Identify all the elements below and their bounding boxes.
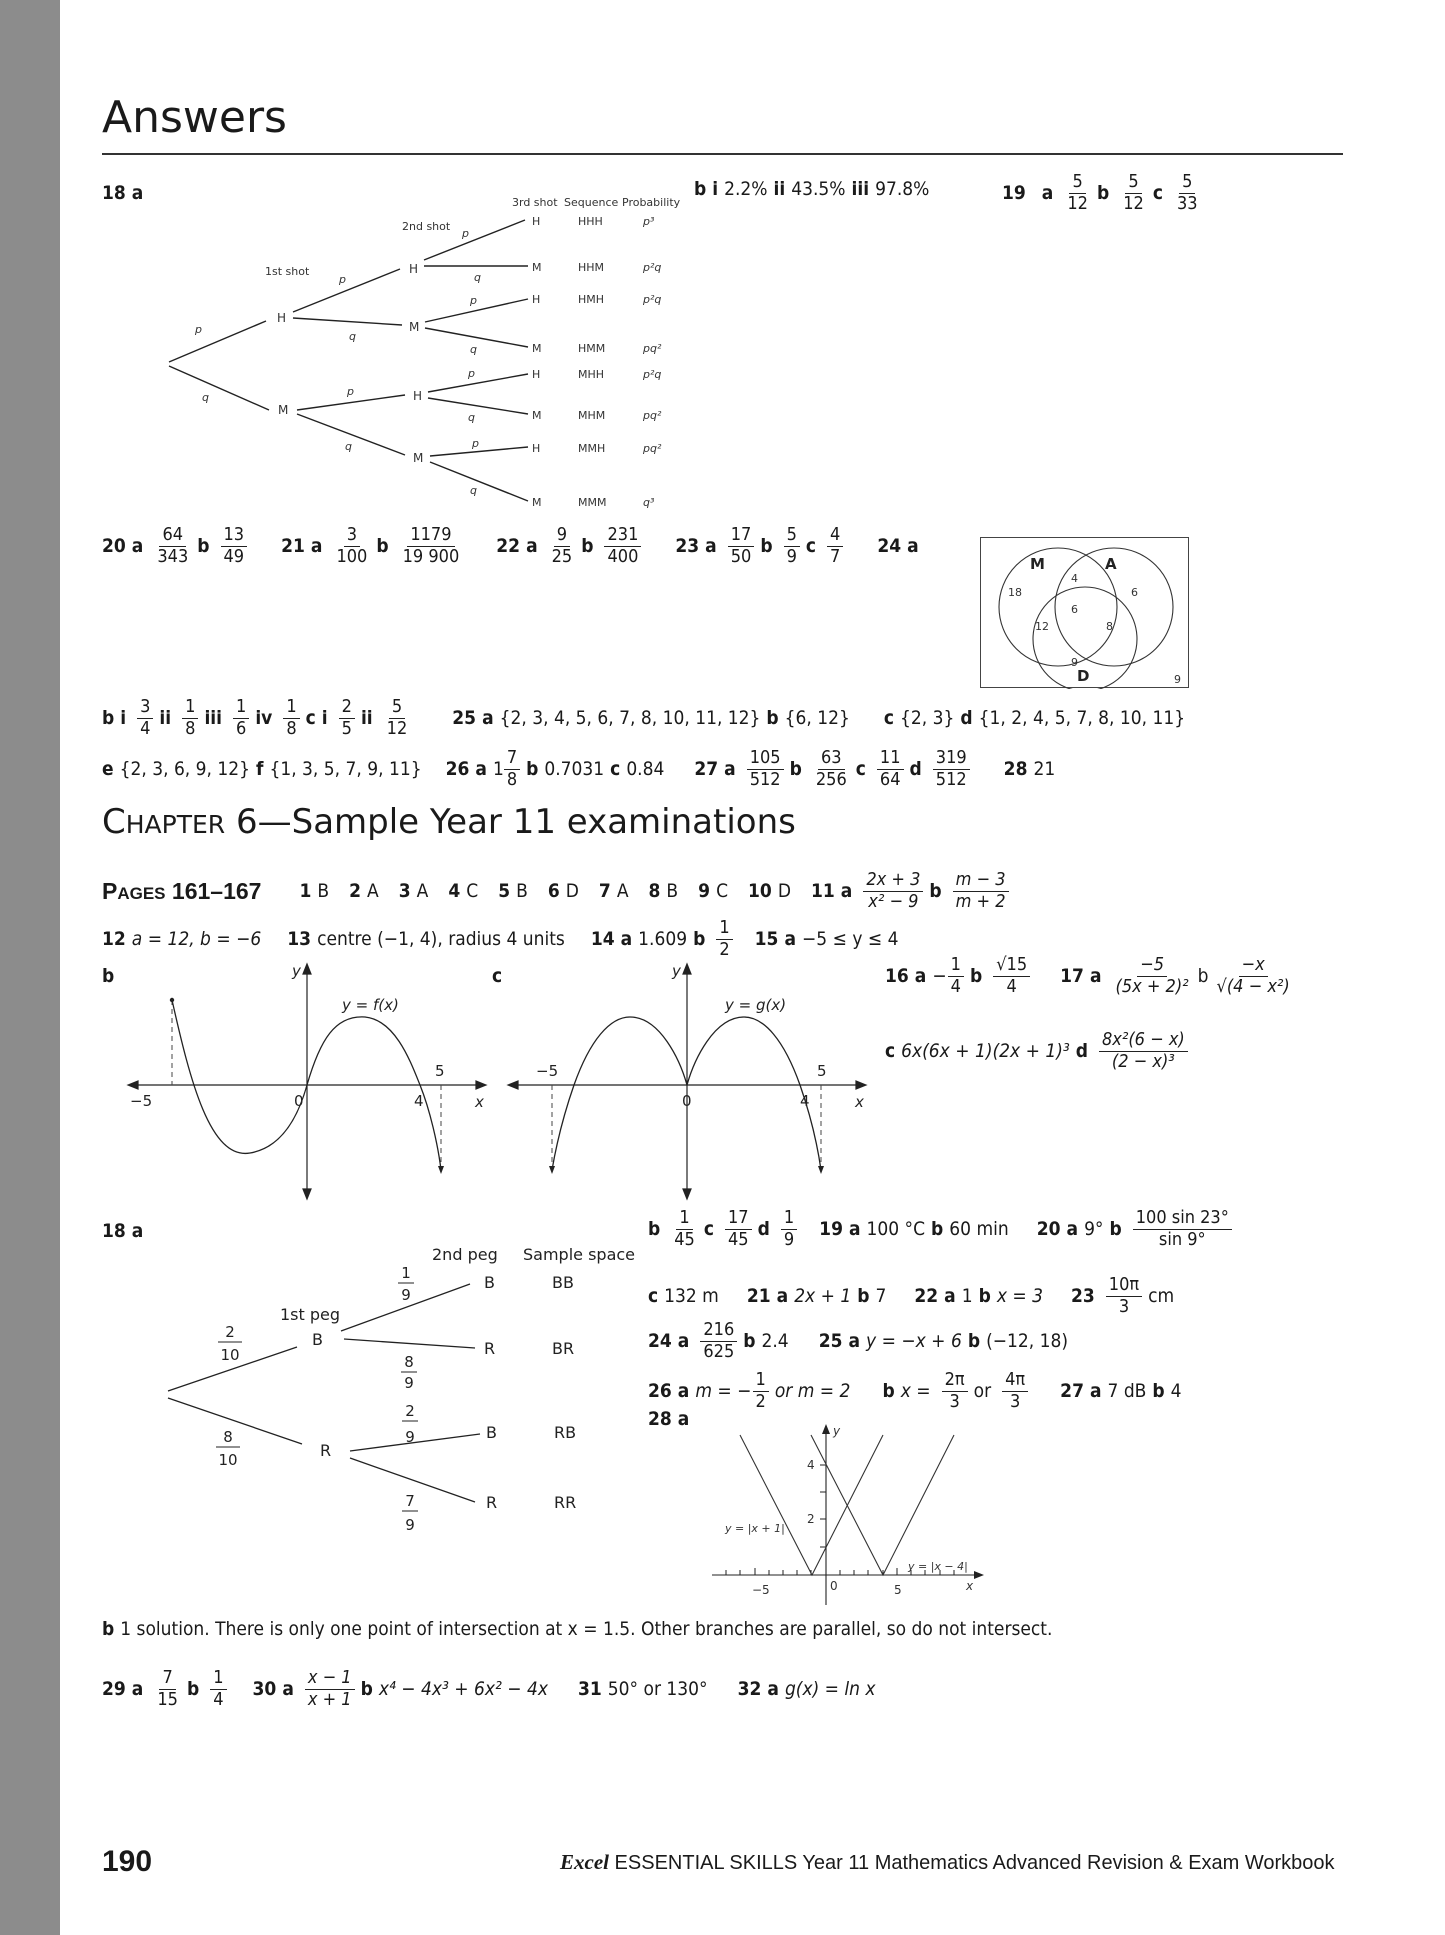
svg-text:pq²: pq² <box>643 409 662 422</box>
svg-text:BR: BR <box>552 1339 575 1358</box>
svg-text:H: H <box>413 389 423 403</box>
svg-text:9: 9 <box>1174 673 1181 686</box>
q25e-q28-answers: e {2, 3, 6, 9, 12} f {1, 3, 5, 7, 9, 11} 26 a 1 $\frac{7}{8}$ b 0.7031 c 0.84 27 a $\frac{105}{512}$ b $\frac{63}{256}$ c $\frac{11}{64}$ d $\frac{319}{512}$ 28 21 <box>102 747 1056 790</box>
svg-text:pq²: pq² <box>643 442 662 455</box>
svg-text:−5: −5 <box>752 1583 770 1597</box>
svg-text:p²q: p²q <box>643 293 662 306</box>
svg-text:H: H <box>532 293 541 306</box>
svg-text:5: 5 <box>435 1062 445 1080</box>
svg-text:H: H <box>409 262 419 276</box>
svg-text:1st peg: 1st peg <box>280 1305 341 1324</box>
graph-f-of-x <box>120 960 503 1205</box>
svg-text:M: M <box>532 496 542 509</box>
page-margin-bar <box>0 0 60 1935</box>
svg-text:0: 0 <box>682 1092 692 1110</box>
svg-text:M: M <box>409 320 420 334</box>
q20-q24-answers: 20 a $\frac{64}{343}$ b $\frac{13}{49}$ 21 a $\frac{3}{100}$ b $\frac{1179}{19 900}$ 22 a $\frac{9}{25}$ b $\frac{231}{400}$ 23 a $\frac{17}{50}$ b $\frac{5}{9}$ c $\frac{4}{7}$ 24 a <box>102 524 919 567</box>
svg-text:q: q <box>202 391 209 404</box>
header-1st-shot: 1st shot <box>265 265 310 278</box>
svg-text:0: 0 <box>830 1579 838 1593</box>
svg-text:9: 9 <box>405 1428 415 1446</box>
svg-text:p³: p³ <box>643 215 655 228</box>
svg-text:x: x <box>966 1579 974 1593</box>
svg-text:4: 4 <box>1071 572 1078 585</box>
svg-text:M: M <box>1030 555 1045 573</box>
e18-tree-diagram <box>90 1220 650 1540</box>
svg-text:9: 9 <box>1071 656 1078 669</box>
svg-text:B: B <box>486 1423 497 1442</box>
svg-text:p: p <box>339 273 346 286</box>
q19-answers: 19 a $\frac{5}{12}$ b $\frac{5}{12}$ c $\frac{5}{33}$ <box>1002 171 1198 214</box>
svg-text:H: H <box>532 442 541 455</box>
svg-text:R: R <box>320 1441 332 1460</box>
svg-text:HMM: HMM <box>578 342 606 355</box>
svg-text:8: 8 <box>223 1428 233 1446</box>
svg-text:q: q <box>345 440 352 453</box>
svg-text:RR: RR <box>554 1493 577 1512</box>
svg-text:2: 2 <box>405 1402 415 1420</box>
header-probability: Probability <box>622 196 681 209</box>
svg-text:p: p <box>462 227 469 240</box>
svg-text:6: 6 <box>1071 603 1078 616</box>
svg-text:M: M <box>413 451 424 465</box>
svg-text:MHH: MHH <box>578 368 605 381</box>
svg-text:p²q: p²q <box>643 261 662 274</box>
e28-number: 28 a <box>648 1408 690 1430</box>
svg-text:p: p <box>347 385 354 398</box>
svg-text:y = |x − 4|: y = |x − 4| <box>908 1560 968 1573</box>
svg-text:MHM: MHM <box>578 409 606 422</box>
svg-text:B: B <box>484 1273 495 1292</box>
svg-text:6: 6 <box>1131 586 1138 599</box>
svg-text:p: p <box>472 437 479 450</box>
svg-text:4: 4 <box>800 1092 810 1110</box>
svg-text:A: A <box>1105 555 1117 573</box>
graph-b-label: b <box>102 965 115 987</box>
pages-heading: PAGES 161–167 <box>102 877 262 904</box>
header-sequence: Sequence <box>564 196 619 209</box>
e16-e17-answers: 16 a − $\frac{1}{4}$ b $\frac{√15}{4}$ 17 a $\frac{-5}{\text{(5x + 2)²}}$ b $\frac{-x}{\text{√(4 − x²)}}$ <box>885 954 1290 997</box>
svg-text:2: 2 <box>225 1323 235 1341</box>
svg-text:H: H <box>532 368 541 381</box>
header-3rd-shot: 3rd shot <box>512 196 558 209</box>
mc-answers: PAGES 161–167 1 B 2 A 3 A 4 C 5 B 6 D 7 A 8 B 9 C 10 D 11 a $\frac{2x + 3}{\text{x² − 9}}$ b $\frac{m - 3}{m + 2}$ <box>102 870 1015 912</box>
page-number: 190 <box>102 1845 153 1878</box>
svg-text:5: 5 <box>817 1062 827 1080</box>
svg-text:pq²: pq² <box>643 342 662 355</box>
e26-e27-answers: 26 a m = − $\frac{1}{2}$ or m = 2 b x = $\frac{2\pi}{3}$ or $\frac{4\pi}{3}$ 27 a 7 dB b 4 <box>648 1369 1182 1412</box>
q24b-q25-answers: b i $\frac{3}{4}$ ii $\frac{1}{8}$ iii $\frac{1}{6}$ iv $\frac{1}{8}$ c i $\frac{2}{5}$ ii $\frac{5}{12}$ 25 a {2, 3, 4, 5, 6, 7, 8, 10, 11, 12} b {6, 12} c {2, 3} d {1, 2, 4, 5, 7, 8, 10, 11} <box>102 696 1186 739</box>
svg-text:q: q <box>470 343 477 356</box>
svg-text:1: 1 <box>401 1264 411 1282</box>
graph-c-label: c <box>492 965 503 987</box>
e24-e25-answers: 24 a $\frac{216}{625}$ b 2.4 25 a y = −x + 6 b (−12, 18) <box>648 1319 1069 1362</box>
footer-book-title: Excel ESSENTIAL SKILLS Year 11 Mathematics Advanced Revision & Exam Workbook <box>560 1850 1335 1874</box>
svg-text:y = |x + 1|: y = |x + 1| <box>725 1522 785 1535</box>
svg-text:q: q <box>470 484 477 497</box>
svg-text:Sample space: Sample space <box>523 1245 636 1264</box>
svg-text:y = g(x): y = g(x) <box>725 996 787 1014</box>
svg-text:7: 7 <box>405 1492 415 1510</box>
q24-venn-diagram <box>980 537 1190 689</box>
svg-text:B: B <box>312 1330 323 1349</box>
svg-text:x: x <box>855 1093 864 1111</box>
svg-text:H: H <box>532 215 541 228</box>
e12-e15-answers: 12 a = 12, b = −6 13 centre (−1, 4), radius 4 units 14 a 1.609 b $\frac{1}{2}$ 15 a −5 ≤ y ≤ 4 <box>102 917 899 960</box>
svg-text:HMH: HMH <box>578 293 605 306</box>
svg-text:y: y <box>672 962 681 980</box>
svg-text:q: q <box>468 411 475 424</box>
svg-text:q: q <box>474 271 481 284</box>
header-2nd-shot: 2nd shot <box>402 220 451 233</box>
svg-text:4: 4 <box>807 1458 815 1472</box>
svg-text:p: p <box>470 294 477 307</box>
svg-text:y: y <box>833 1424 841 1438</box>
svg-text:R: R <box>486 1493 498 1512</box>
svg-text:18: 18 <box>1008 586 1022 599</box>
svg-text:8: 8 <box>404 1353 414 1371</box>
svg-text:M: M <box>532 342 542 355</box>
svg-text:p²q: p²q <box>643 368 662 381</box>
svg-text:q³: q³ <box>643 496 655 509</box>
svg-text:MMM: MMM <box>578 496 607 509</box>
svg-text:−5: −5 <box>536 1062 559 1080</box>
q18-number: 18 a <box>102 182 144 204</box>
svg-text:M: M <box>532 261 542 274</box>
svg-text:0: 0 <box>294 1092 304 1110</box>
q18b-q19-answers: b i 2.2% ii 43.5% iii 97.8% <box>694 178 930 200</box>
e28b-answer: b 1 solution. There is only one point of intersection at x = 1.5. Other branches are parallel, so do not intersect. <box>102 1618 1053 1640</box>
svg-text:10: 10 <box>220 1346 240 1364</box>
e20c-e23-answers: c 132 m 21 a 2x + 1 b 7 22 a 1 b x = 3 23 $\frac{10\pi}{3}$ cm <box>648 1274 1175 1317</box>
svg-text:D: D <box>1077 667 1090 685</box>
svg-text:y: y <box>292 962 301 980</box>
svg-text:p: p <box>195 323 202 336</box>
chapter-heading: CHAPTER 6—Sample Year 11 examinations <box>102 802 796 842</box>
e17cd-answers: c 6x(6x + 1)(2x + 1)³ d $\frac{\text{8x²(6 − x)}}{\text{(2 − x)³}}$ <box>885 1030 1194 1072</box>
svg-text:9: 9 <box>401 1286 411 1304</box>
svg-text:MMH: MMH <box>578 442 606 455</box>
svg-text:2nd peg: 2nd peg <box>432 1245 498 1264</box>
graph-g-of-x <box>500 960 880 1205</box>
e29-e32-answers: 29 a $\frac{7}{15}$ b $\frac{1}{4}$ 30 a $\frac{x - 1}{x + 1}$ b x⁴ − 4x³ + 6x² − 4x 31 50° or 130° 32 a g(x) = ln x <box>102 1667 876 1710</box>
svg-text:y = f(x): y = f(x) <box>342 996 399 1014</box>
svg-text:HHM: HHM <box>578 261 605 274</box>
q18-tree-diagram <box>100 180 700 520</box>
svg-text:5: 5 <box>894 1583 902 1597</box>
svg-text:M: M <box>532 409 542 422</box>
e18-number: 18 a <box>102 1220 144 1242</box>
e18b-e20-answers: b $\frac{1}{45}$ c $\frac{17}{45}$ d $\frac{1}{9}$ 19 a 100 °C b 60 min 20 a 9° b $\frac{100 \sin 23^\circ}{\sin 9^\circ}$ <box>648 1208 1238 1250</box>
svg-text:R: R <box>484 1339 496 1358</box>
svg-text:9: 9 <box>404 1374 414 1392</box>
svg-text:9: 9 <box>405 1516 415 1534</box>
graph-abs-values <box>700 1420 990 1605</box>
svg-text:2: 2 <box>807 1512 815 1526</box>
svg-text:HHH: HHH <box>578 215 603 228</box>
svg-text:p: p <box>468 367 475 380</box>
svg-text:q: q <box>349 330 356 343</box>
node-H: H <box>277 311 287 325</box>
svg-text:4: 4 <box>414 1092 424 1110</box>
page-title: Answers <box>102 92 287 143</box>
svg-text:RB: RB <box>554 1423 577 1442</box>
svg-text:BB: BB <box>552 1273 574 1292</box>
svg-text:10: 10 <box>218 1451 238 1469</box>
svg-text:8: 8 <box>1106 620 1113 633</box>
node-M: M <box>278 403 289 417</box>
svg-text:−5: −5 <box>130 1092 153 1110</box>
svg-text:12: 12 <box>1035 620 1049 633</box>
title-rule <box>102 153 1343 155</box>
svg-text:x: x <box>475 1093 484 1111</box>
